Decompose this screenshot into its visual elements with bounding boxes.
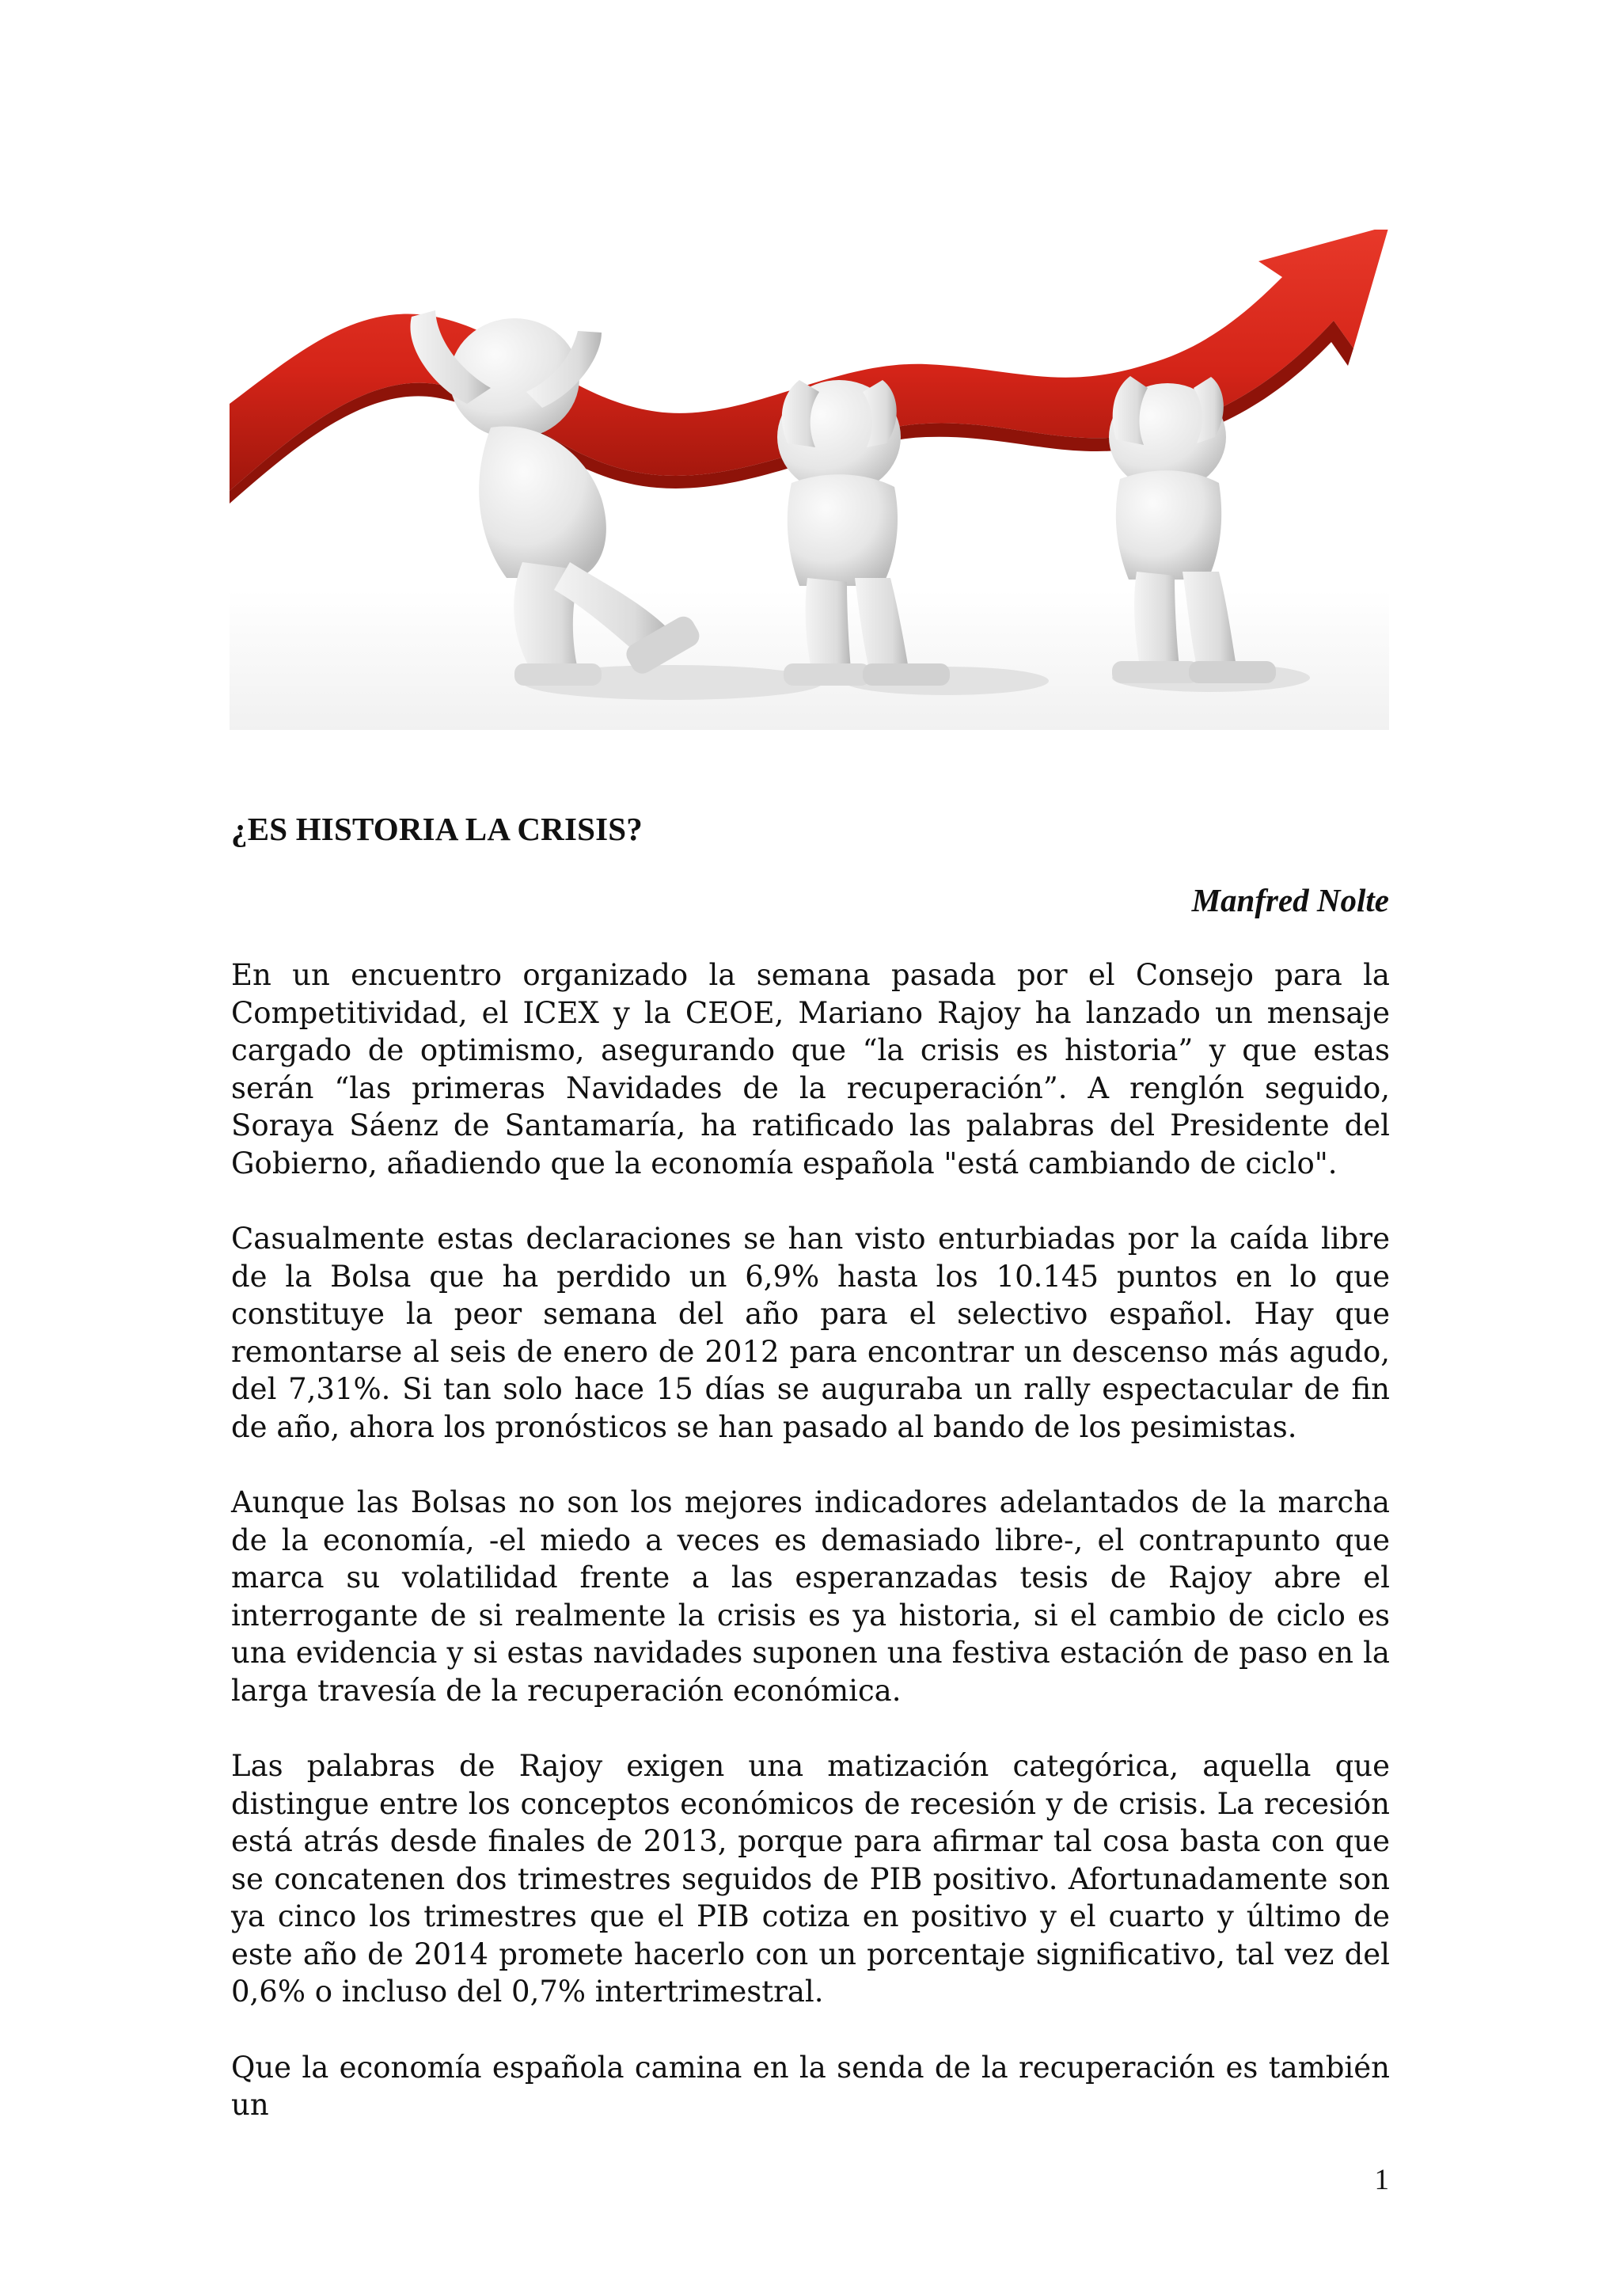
- header-illustration: [230, 230, 1389, 730]
- article-paragraph: Que la economía española camina en la senda de la recuperación es también un: [231, 2050, 1390, 2122]
- article-paragraph: Las palabras de Rajoy exigen una matización categórica, aquella que distingue entre los conceptos económicos de recesión y de crisis. La recesión está atrás desde finales de 2013, porque para afirmar tal cosa basta con que se concatenen dos trimestres seguidos de PIB positivo. Afortunadamente son ya cinco los trimestres que el PIB cotiza en positivo y el cuarto y último de este año de 2014 promete hacerlo con un porcentaje significativo, tal vez del 0,6% o incluso del 0,7% intertrimestral.: [231, 1749, 1390, 2009]
- page-number: 1: [1374, 2164, 1389, 2196]
- figures-lifting-red-arrow-icon: [230, 230, 1389, 730]
- article-paragraph: En un encuentro organizado la semana pasada por el Consejo para la Competitividad, el ICEX y la CEOE, Mariano Rajoy ha lanzado un mensaje cargado de optimismo, asegurando que “la crisis es historia” y que estas serán “las primeras Navidades de la recuperación”. A renglón seguido, Soraya Sáenz de Santamaría, ha ratificado las palabras del Presidente del Gobierno, añadiendo que la economía española "está cambiando de ciclo".: [231, 958, 1390, 1180]
- article-paragraph: Casualmente estas declaraciones se han visto enturbiadas por la caída libre de la Bolsa que ha perdido un 6,9% hasta los 10.145 puntos en lo que constituye la peor semana del año para el selectivo español. Hay que remontarse al seis de enero de 2012 para encontrar un descenso más agudo, del 7,31%. Si tan solo hace 15 días se auguraba un rally espectacular de fin de año, ahora los pronósticos se han pasado al bando de los pesimistas.: [231, 1222, 1390, 1444]
- article-title: ¿ES HISTORIA LA CRISIS?: [231, 811, 643, 847]
- article-author: Manfred Nolte: [1191, 882, 1389, 918]
- article-body: [231, 956, 1390, 2124]
- article-paragraph: Aunque las Bolsas no son los mejores indicadores adelantados de la marcha de la economía, -el miedo a veces es demasiado libre-, el contrapunto que marca su volatilidad frente a las esperanzadas tesis de Rajoy abre el interrogante de si realmente la crisis es ya historia, si el cambio de ciclo es una evidencia y si estas navidades suponen una festiva estación de paso en la larga travesía de la recuperación económica.: [231, 1485, 1390, 1708]
